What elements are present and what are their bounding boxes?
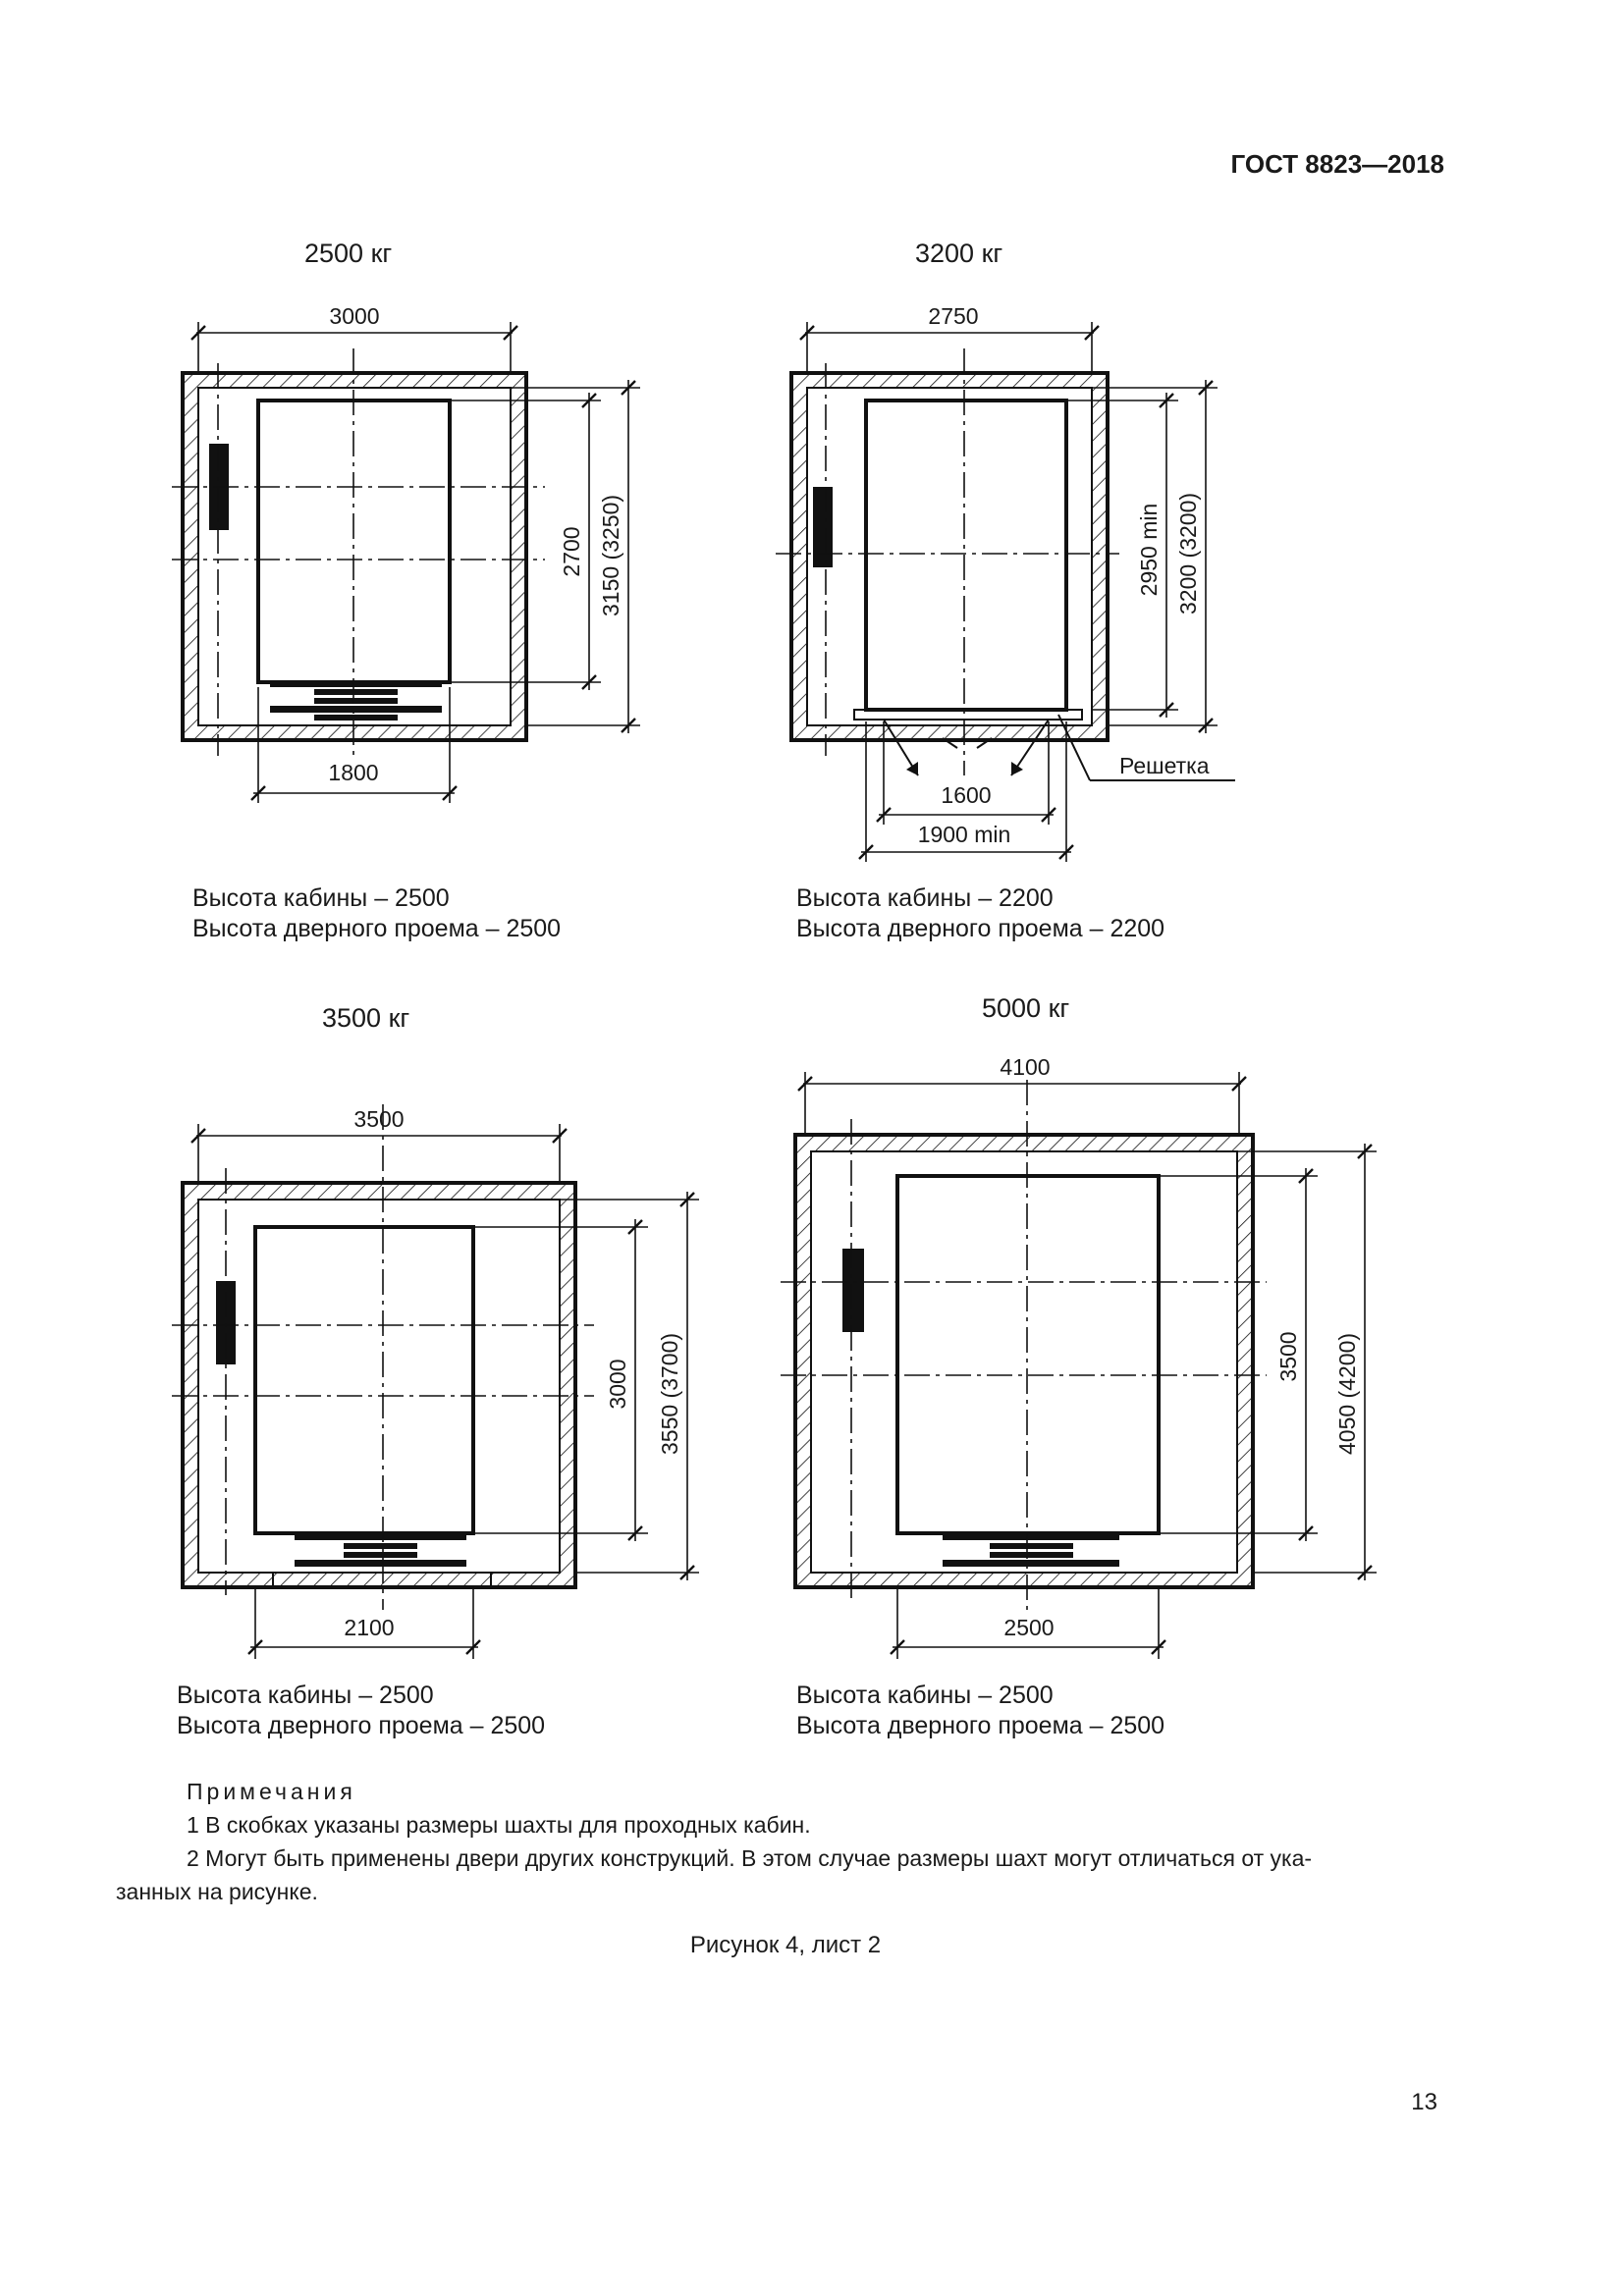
figure-3-door-height: Высота дверного проема – 2500 bbox=[177, 1712, 546, 1739]
figure-1-drawing bbox=[172, 303, 640, 803]
figure-4-shaft-depth-dim: 4050 (4200) bbox=[1334, 1332, 1360, 1456]
figure-1-door-dim: 1800 bbox=[328, 760, 379, 785]
note-item-2: 2 Могут быть применены двери других конструкций. В этом случае размеры шахт могут отличаться от ука- bbox=[187, 1845, 1313, 1871]
note-item-2-continued: занных на рисунке. bbox=[116, 1879, 318, 1904]
figure-3-title: 3500 кг bbox=[322, 1003, 410, 1033]
figure-3-cabin-depth-dim: 3000 bbox=[605, 1359, 630, 1410]
figure-1-shaft-depth-dim: 3150 (3250) bbox=[598, 494, 623, 617]
figure-2-grille-label: Решетка bbox=[1119, 753, 1210, 778]
page-number: 13 bbox=[1411, 2089, 1437, 2115]
figure-1-width-dim: 3000 bbox=[329, 303, 380, 329]
figure-4-counterweight bbox=[842, 1249, 864, 1332]
figure-2-shaft-wall bbox=[791, 373, 1108, 740]
note-item-1: 1 В скобках указаны размеры шахты для проходных кабин. bbox=[187, 1812, 811, 1838]
figure-4-drawing bbox=[781, 1054, 1377, 1659]
figure-2-title: 3200 кг bbox=[915, 239, 1003, 268]
figure-2-counterweight bbox=[813, 487, 833, 567]
figure-3-shaft-depth-dim: 3550 (3700) bbox=[657, 1332, 682, 1456]
figure-4-captions bbox=[796, 1681, 1164, 1741]
figure-3-cabin bbox=[255, 1227, 473, 1533]
figure-1-cabin-depth-dim: 2700 bbox=[559, 526, 584, 577]
figure-2-cabin-depth-dim: 2950 min bbox=[1136, 503, 1162, 597]
figure-4-width-dim: 4100 bbox=[1000, 1054, 1051, 1080]
figure-4-cabin-height: Высота кабины – 2500 bbox=[796, 1682, 1054, 1709]
figure-3-cabin-height: Высота кабины – 2500 bbox=[177, 1682, 434, 1709]
figure-2-drawing bbox=[776, 303, 1235, 862]
figure-3-shaft-wall bbox=[183, 1183, 575, 1587]
figure-4-title: 5000 кг bbox=[982, 993, 1070, 1023]
notes-heading: Примечания bbox=[187, 1779, 356, 1804]
figure-4-shaft-wall bbox=[795, 1135, 1253, 1587]
notes-block bbox=[116, 1775, 1447, 1908]
figure-2-door-height: Высота дверного проема – 2200 bbox=[796, 915, 1165, 942]
figure-caption: Рисунок 4, лист 2 bbox=[689, 1932, 882, 1958]
figure-2-captions bbox=[796, 883, 1164, 944]
figure-3-drawing bbox=[172, 1104, 699, 1659]
figure-4-door-dim: 2500 bbox=[1003, 1615, 1055, 1640]
figure-3-width-dim: 3500 bbox=[353, 1106, 405, 1132]
figure-4-door-height: Высота дверного проема – 2500 bbox=[796, 1712, 1165, 1739]
figure-1-door-height: Высота дверного проема – 2500 bbox=[192, 915, 562, 942]
figure-2-shaft-depth-dim: 3200 (3200) bbox=[1175, 492, 1201, 615]
figure-1-captions bbox=[192, 883, 561, 944]
figure-4-cabin bbox=[897, 1176, 1159, 1533]
figure-1-cabin-height: Высота кабины – 2500 bbox=[192, 884, 450, 912]
figure-3-captions bbox=[177, 1681, 545, 1741]
figure-2-door-min-dim: 1900 min bbox=[917, 822, 1011, 847]
document-standard-header: ГОСТ 8823—2018 bbox=[1230, 149, 1444, 179]
figure-4-cabin-depth-dim: 3500 bbox=[1275, 1331, 1301, 1382]
figure-2-cabin-height: Высота кабины – 2200 bbox=[796, 884, 1054, 912]
figure-2-cabin bbox=[866, 400, 1066, 710]
figure-2-width-dim: 2750 bbox=[928, 303, 979, 329]
figure-2-door-dim: 1600 bbox=[941, 782, 992, 808]
figure-1-title: 2500 кг bbox=[304, 239, 393, 268]
figure-3-door-dim: 2100 bbox=[344, 1615, 395, 1640]
